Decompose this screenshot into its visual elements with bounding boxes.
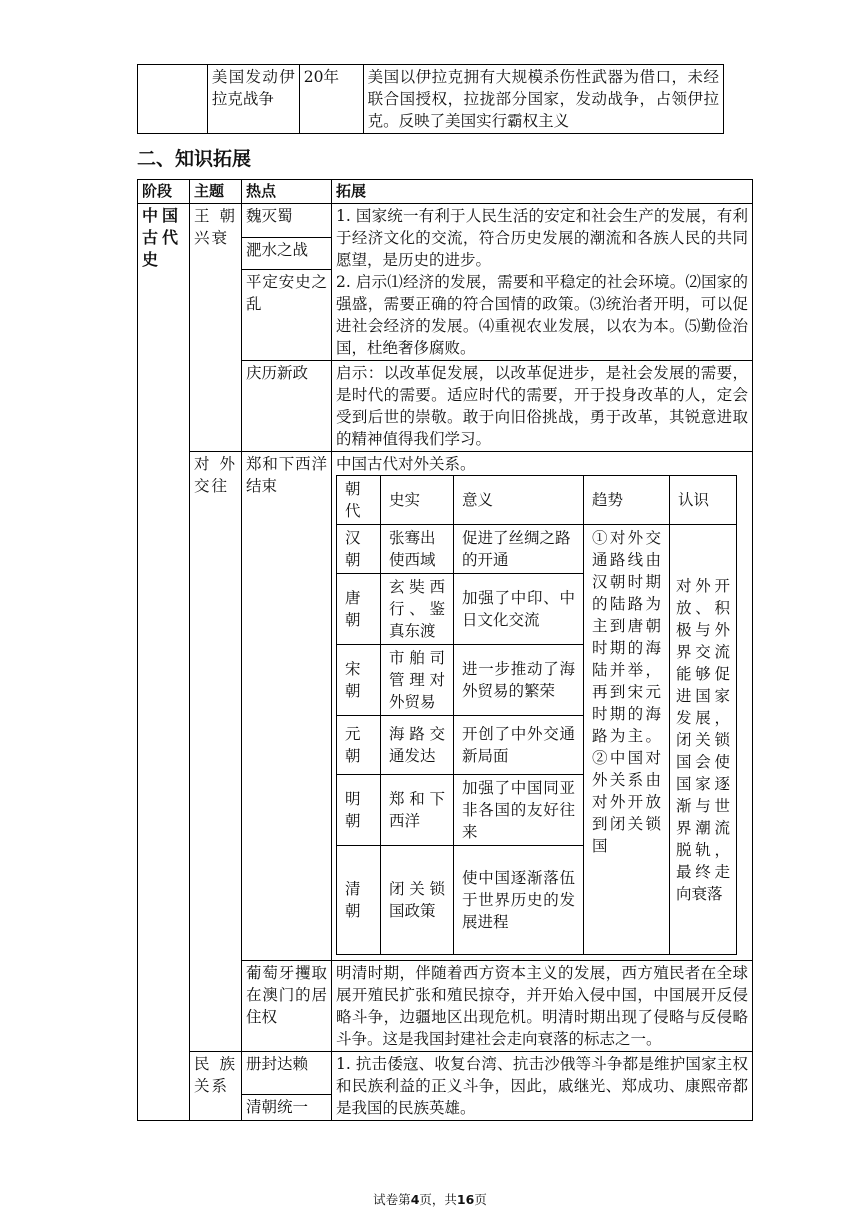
facts-cell: 闭关锁国政策 — [381, 846, 454, 955]
facts-cell: 郑和下西洋 — [381, 775, 454, 846]
footer-total-pages: 16 — [456, 1192, 475, 1207]
meaning-cell: 开创了中外交通新局面 — [454, 716, 584, 775]
page-footer — [0, 1190, 860, 1208]
dynasty-cell: 宋朝 — [337, 645, 381, 716]
meaning-cell: 进一步推动了海外贸易的繁荣 — [454, 645, 584, 716]
expansion-paragraph: 1. 国家统一有利于人民生活的安定和社会生产的发展，有利于经济文化的交流，符合历史发展的潮流和各族人民的共同愿望，是历史的进步。 — [336, 207, 748, 269]
expansion-cell — [332, 204, 753, 361]
facts-cell: 海路交通发达 — [381, 716, 454, 775]
hotspot-cell: 平定安史之乱 — [242, 269, 332, 360]
dynasty-cell: 明朝 — [337, 775, 381, 846]
theme-cell: 王朝兴衰 — [190, 204, 242, 452]
trend-cell: ①对外交通路线由汉朝时期的陆路为主到唐朝时期的海陆并举，再到宋元时期的海路为主。②中国对外关系由对外开放到闭关锁国 — [584, 525, 670, 955]
table-row — [138, 204, 753, 238]
inner-header-meaning: 意义 — [454, 476, 584, 525]
theme-cell: 民族关系 — [190, 1052, 242, 1121]
expansion-cell: 启示：以改革促发展，以改革促进步，是社会发展的需要，是时代的需要。适应时代的需要，开于投身改革的人，定会受到后世的崇敬。敢于向旧俗挑战，勇于改革，其锐意进取的精神值得我们学习。 — [332, 361, 753, 452]
hotspot-cell: 郑和下西洋结束 — [242, 452, 332, 961]
meaning-cell: 促进了丝绸之路的开通 — [454, 525, 584, 574]
header-theme: 主题 — [190, 180, 242, 204]
description-cell: 美国以伊拉克拥有大规模杀伤性武器为借口，未经联合国授权，拉拢部分国家，发动战争，占领伊拉克。反映了美国实行霸权主义 — [363, 65, 723, 134]
hotspot-cell: 淝水之战 — [242, 237, 332, 269]
expansion-cell: 1. 抗击倭寇、收复台湾、抗击沙俄等斗争都是维护国家主权和民族利益的正义斗争，因此，戚继光、郑成功、康熙帝都是我国的民族英雄。 — [332, 1052, 753, 1121]
event-cell: 美国发动伊拉克战争 — [207, 65, 299, 134]
dynasty-cell: 唐朝 — [337, 574, 381, 645]
hotspot-cell: 葡萄牙攫取在澳门的居住权 — [242, 961, 332, 1052]
facts-cell: 玄奘西行、鉴真东渡 — [381, 574, 454, 645]
footer-suffix: 页 — [474, 1192, 487, 1207]
hotspot-cell: 册封达赖 — [242, 1052, 332, 1095]
meaning-cell: 使中国逐渐落伍于世界历史的发展进程 — [454, 846, 584, 955]
section-title: 二、知识拓展 — [137, 148, 252, 170]
facts-cell: 张骞出使西域 — [381, 525, 454, 574]
expansion-cell: 明清时期，伴随着西方资本主义的发展，西方殖民者在全球展开殖民扩张和殖民掠夺，并开始入侵中国，中国展开反侵略斗争，边疆地区出现危机。明清时期出现了侵略与反侵略斗争。这是我国封建社会走向衰落的标志之一。 — [332, 961, 753, 1052]
footer-middle: 页，共 — [419, 1192, 457, 1207]
theme-cell: 对外交往 — [190, 452, 242, 1052]
expansion-cell — [332, 452, 753, 961]
inner-header-understanding: 认识 — [670, 476, 737, 525]
meaning-cell: 加强了中印、中日文化交流 — [454, 574, 584, 645]
dynasty-cell: 汉朝 — [337, 525, 381, 574]
meaning-cell: 加强了中国同亚非各国的友好往来 — [454, 775, 584, 846]
header-row — [138, 180, 753, 204]
inner-header-trend: 趋势 — [584, 476, 670, 525]
foreign-relations-table — [336, 475, 737, 955]
expansion-paragraph: 2. 启示⑴经济的发展，需要和平稳定的社会环境。⑵国家的强盛，需要正确的符合国情的政策。⑶统治者开明，可以促进社会经济的发展。⑷重视农业发展，以农为本。⑸勤俭治国，杜绝奢侈腐败。 — [336, 273, 748, 357]
knowledge-table — [137, 179, 753, 1121]
table-row — [138, 65, 724, 134]
understanding-cell: 对外开放、积极与外界交流能够促进国家发展，闭关锁国会使国家逐渐与世界潮流脱轨，最终走向衰落 — [670, 525, 737, 955]
hotspot-cell: 清朝统一 — [242, 1095, 332, 1121]
table-row — [138, 452, 753, 961]
header-hotspot: 热点 — [242, 180, 332, 204]
table-row — [138, 1052, 753, 1095]
hotspot-cell: 魏灭蜀 — [242, 204, 332, 238]
hotspot-cell: 庆历新政 — [242, 361, 332, 452]
footer-prefix: 试卷第 — [373, 1192, 411, 1207]
dynasty-cell: 清朝 — [337, 846, 381, 955]
empty-cell — [138, 65, 208, 134]
time-cell: 20年 — [299, 65, 363, 134]
dynasty-cell: 元朝 — [337, 716, 381, 775]
header-stage: 阶段 — [138, 180, 190, 204]
inner-header-row — [337, 476, 737, 525]
inner-header-facts: 史实 — [381, 476, 454, 525]
header-expand: 拓展 — [332, 180, 753, 204]
top-continuation-table — [137, 64, 724, 134]
stage-cell: 中国古代史 — [138, 204, 190, 1121]
inner-row — [337, 525, 737, 574]
inner-header-dynasty: 朝代 — [337, 476, 381, 525]
expansion-intro: 中国古代对外关系。 — [336, 455, 476, 473]
footer-page-number: 4 — [410, 1192, 420, 1207]
facts-cell: 市舶司管理对外贸易 — [381, 645, 454, 716]
